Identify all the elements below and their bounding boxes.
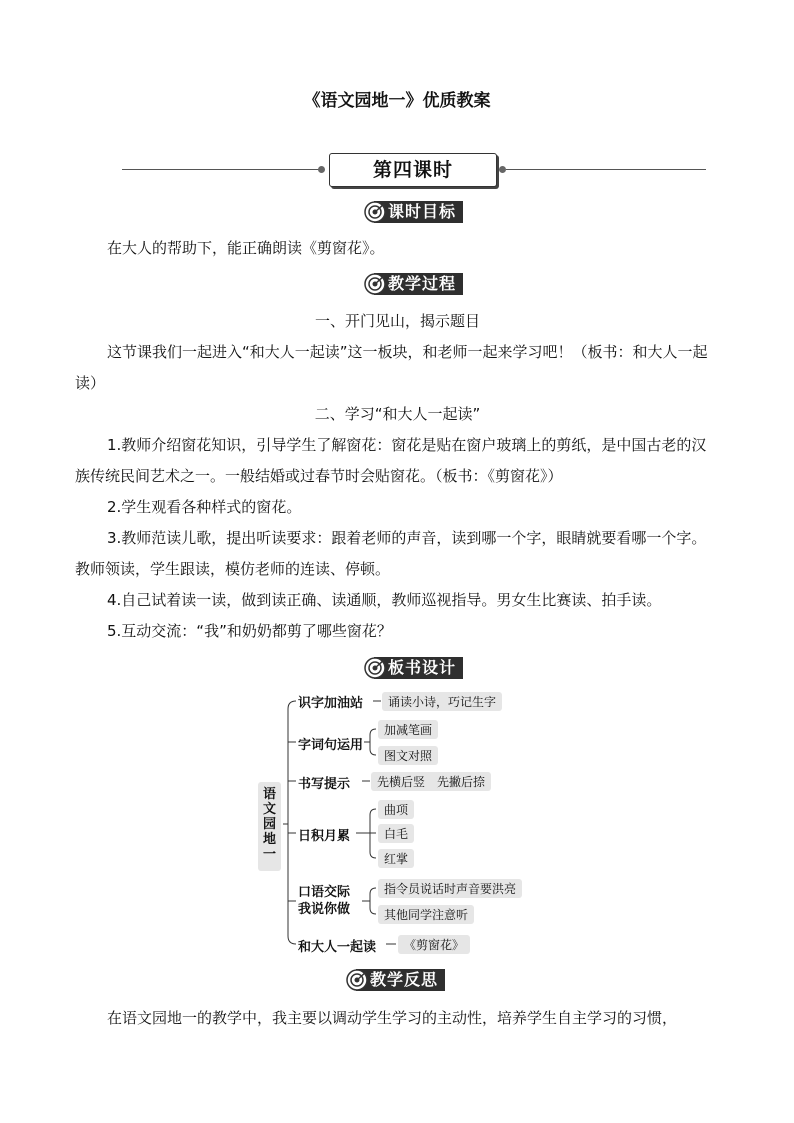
board-node-oral: [298, 884, 350, 918]
document-title: 《语文园地一》优质教案: [303, 91, 491, 111]
reflection-text: 在语文园地一的教学中，我主要以调动学生学习的主动性，培养学生自主学习的习惯，: [107, 1009, 678, 1027]
section-label: 课时目标: [374, 201, 463, 223]
target-icon: [364, 657, 386, 679]
board-leaf: 《剪窗花》: [398, 935, 470, 954]
board-leaf: 指令员说话时声音要洪亮: [378, 879, 522, 898]
board-node-accumulation: 日积月累: [298, 829, 351, 844]
target-icon: [364, 273, 386, 295]
step1-heading: 一、开门见山，揭示题目: [314, 312, 480, 330]
process-item: 5.互动交流：“我”和奶奶都剪了哪些窗花？: [107, 622, 392, 640]
board-node-writing: 书写提示: [298, 777, 351, 792]
board-leaf: 其他同学注意听: [378, 905, 474, 924]
board-leaf: 曲项: [378, 800, 414, 819]
process-item: 2.学生观看各种样式的窗花。: [107, 498, 302, 516]
board-node-literacy: 识字加油站: [298, 696, 364, 711]
step2-heading: 二、学习“和大人一起读”: [314, 405, 481, 423]
goal-text: 在大人的帮助下，能正确朗读《剪窗花》。: [107, 239, 385, 257]
board-leaf: 白毛: [378, 824, 414, 843]
board-node-readalong: 和大人一起读: [298, 940, 377, 955]
board-leaf: 红掌: [378, 849, 414, 868]
board-leaf: 诵读小诗，巧记生字: [382, 692, 502, 711]
target-icon: [346, 969, 368, 991]
section-header-reflection: [346, 969, 445, 991]
process-item: 3.教师范读儿歌，提出听读要求：跟着老师的声音，读到哪一个字，眼睛就要看哪一个字。教师领读，学生跟读，模仿老师的连读、停顿。: [75, 529, 707, 578]
process-item: 4.自己试着读一读，做到读正确、读通顺，教师巡视指导。男女生比赛读、拍手读。: [107, 591, 662, 609]
section-label: 教学反思: [356, 969, 445, 991]
target-icon: [364, 201, 386, 223]
lesson-heading: 第四课时: [329, 153, 497, 187]
board-node-oral-line2: 我说你做: [298, 902, 351, 917]
board-node-oral-line1: 口语交际: [298, 885, 351, 900]
step1-text: 这节课我们一起进入“和大人一起读”这一板块，和老师一起来学习吧！（板书：和大人一起读）: [75, 343, 708, 392]
board-leaf: 加减笔画: [378, 720, 438, 739]
section-label: 教学过程: [374, 273, 463, 295]
board-leaf: 先横后竖 先撇后捺: [371, 772, 491, 791]
board-root: 语文园地一: [258, 782, 281, 871]
board-node-words: 字词句运用: [298, 738, 364, 753]
process-item: 1.教师介绍窗花知识，引导学生了解窗花：窗花是贴在窗户玻璃上的剪纸，是中国古老的汉族传统民间艺术之一。一般结婚或过春节时会贴窗花。（板书：《剪窗花》）: [75, 436, 707, 485]
section-label: 板书设计: [374, 657, 463, 679]
board-leaf: 图文对照: [378, 746, 438, 765]
